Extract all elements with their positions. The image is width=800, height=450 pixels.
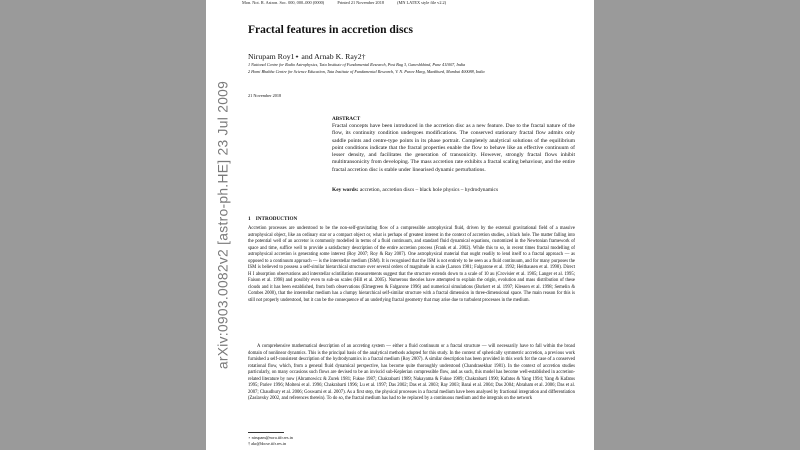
keywords-label: Key words: xyxy=(332,187,359,193)
footnote-2: † akr@hbcse.tifr.res.in xyxy=(248,441,287,446)
paper-title: Fractal features in accretion discs xyxy=(248,24,414,36)
affiliation-2: 2 Homi Bhabha Centre for Science Education, Tata Institute of Fundamental Research, V. N. Purav Marg, Mankhurd, Mumbai 400088, India xyxy=(248,69,485,74)
abstract-text: Fractal concepts have been introduced in the accretion disc as a new feature. Due to the fractal nature of the flow, its continuity condition undergoes modifications. The conserved stationary fractal flow admits only saddle points and centre-type points in its phase portrait. Completely analytical solutions of the equilibrium point conditions indicate that the fractal properties enable the flow to behave like an effective continuum of lesser density, and facilitates the generation of transonicity. However, strongly fractal flows inhibit multitransonicity from developing. The mass accretion rate exhibits a fractal scaling behaviour, and the entire fractal accretion disc is stable under linearised dynamic perturbations. xyxy=(332,123,575,173)
author-list: Nirupam Roy1⋆ and Arnab K. Ray2† xyxy=(248,52,366,61)
footnote-rule xyxy=(248,432,284,433)
arxiv-identifier: arXiv:0903.0082v2 [astro-ph.HE] 23 Jul 2009 xyxy=(215,80,231,370)
journal-reference: Mon. Not. R. Astron. Soc. 000, 000–000 (0000) xyxy=(242,0,325,5)
keywords-text: accretion, accretion discs – black hole physics – hydrodynamics xyxy=(359,187,499,193)
footnote-1: ⋆ nirupam@ncra.tifr.res.in xyxy=(248,435,293,440)
paragraph-1: Accretion processes are understood to be the non-self-gravitating flow of a compressible astrophysical fluid, driven by the external gravitational field of a massive astrophysical object, like an ordinary star or a compact object or, what is perhaps of greatest interest in the context of accretion studies, a black hole. The matter falling into the potential well of an accretor is commonly modelled in terms of a fluid continuum, and standard fluid dynamical equations, customized in the Newtonian framework of space and time, suffice well to provide a satisfactory description of the entire accretion process (Frank et al. 2002). While this to so, in recent times fractal modelling of astrophysical accretion is generating some interest (Roy 2007; Roy & Ray 2007). One astrophysical material that ought readily to lend itself to a fractal approach — as opposed to a continuum approach — is the interstellar medium (ISM). It is recognised that the ISM is not entirely to be seen as a fluid continuum, and for many purposes the ISM is believed to possess a self-similar hierarchical structure over several orders of magnitude in scale (Larson 1981; Falgarone et al. 1992; Heithausen et al. 1998). Direct H I absorption observations and interstellar scintillation measurements suggest that the structure extends down to a scale of 10 au (Crovisier et al. 1985; Langer et al. 1995; Faison et al. 1998) and possibly even to sub-au scales (Hill et al. 2005). Numerous theories have attempted to explain the origin, evolution and mass distribution of these clouds and it has been established, from both observations (Elmegreen & Falgarone 1996) and numerical simulations (Burkert et al. 1997; Klessen et al. 1998; Semelin & Combes 2000), that the interstellar medium has a clumpy hierarchical self-similar structure with a fractal dimension in three-dimensional space. The main reason for this is still not properly understood, but it can be the consequence of an underlying fractal geometry that may arise due to turbulent processes in the medium. xyxy=(248,226,575,304)
running-header xyxy=(242,0,458,5)
paragraph-2: A comprehensive mathematical description of an accreting system — either a fluid continuum or a fractal structure — will necessarily have to fall within the broad domain of nonlinear dynamics. This is the principal basis of the analytical methods adopted for this study. In the context of spherically symmetric accretion, a previous work furnished a self-consistent description of the hydrodynamics in a fractal medium (Roy 2007). A similar description has been provided in this work for the case of a conserved rotational flow, which, from a general fluid dynamical perspective, has become quite thoroughly understood (Chandrasekhar 1981). In the context of accretion studies particularly, on many occasions such flows are devised to be an inviscid sub-Keplerian compressible flow, and as such, this model has become well-established in accretion-related literature by now (Abramowicz & Zurek 1981; Fukue 1987; Chakrabarti 1989; Nakayama & Fukue 1989; Chakrabarti 1990; Kafatos & Yang 1994; Yang & Kafatos 1995; Pariev 1996; Molteni et al. 1996; Chakrabarti 1996; Lu et al. 1997; Das 2002; Das et al. 2003; Ray 2003; Barai et al. 2004; Das 2004; Abraham et al. 2006; Das et al. 2007; Chaudhury et al. 2006; Goswami et al. 2007). As a first step, the physical processes in a fractal medium have been analysed by fractional integration and differentiation (Zaslavsky 2002, and references therein). To do so, the fractal medium has had to be replaced by a continuous medium and the integrals on the network xyxy=(248,344,575,402)
section-heading xyxy=(248,216,297,222)
manuscript-date: 21 November 2018 xyxy=(248,93,282,98)
section-number: 1 xyxy=(248,216,251,222)
keywords xyxy=(332,187,575,193)
affiliation-1: 1 National Centre for Radio Astrophysics, Tata Institute of Fundamental Research, Post Bag 3, Ganeshkhind, Pune 411007, India xyxy=(248,62,466,67)
section-title: INTRODUCTION xyxy=(255,216,298,222)
paper-page xyxy=(206,0,594,450)
abstract-heading: ABSTRACT xyxy=(332,116,361,122)
print-date: Printed 21 November 2018 xyxy=(337,0,384,5)
style-file-note: (MN LATEX style file v2.2) xyxy=(397,0,447,5)
